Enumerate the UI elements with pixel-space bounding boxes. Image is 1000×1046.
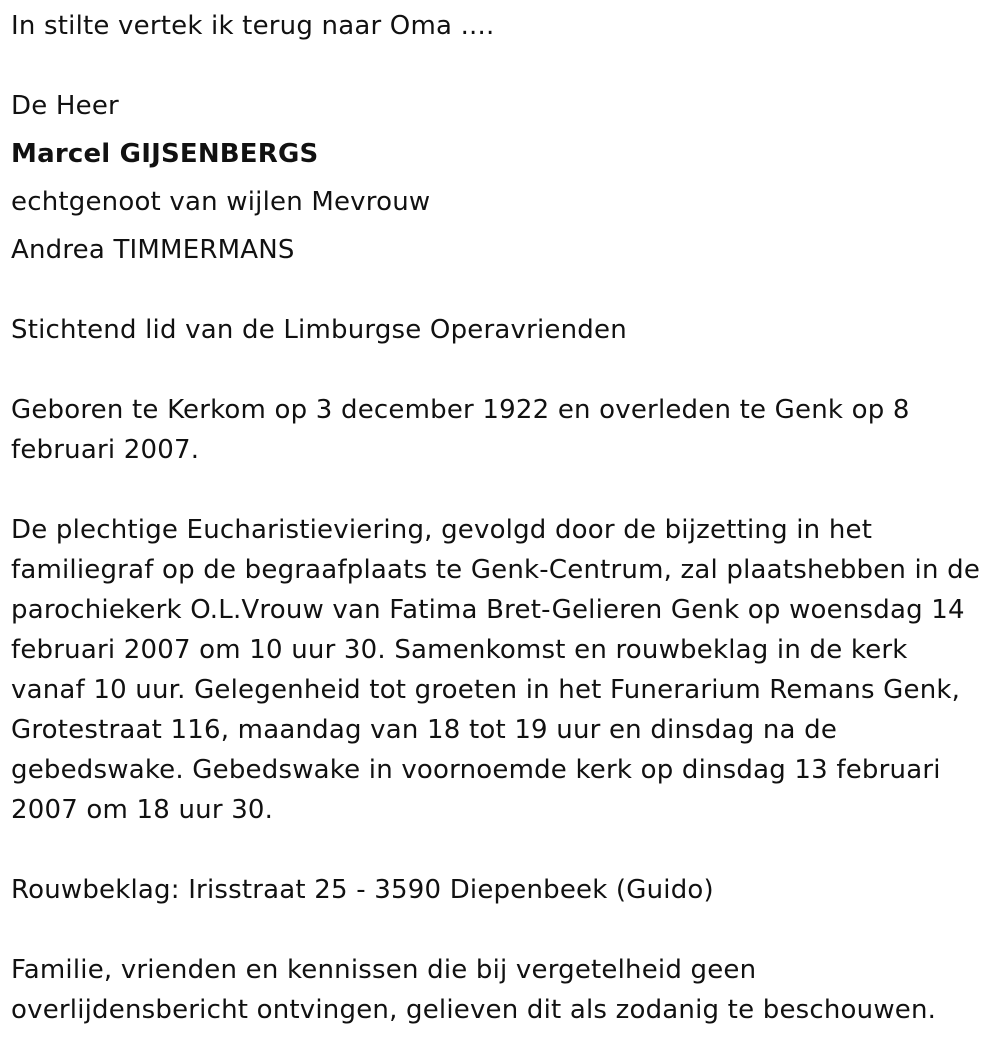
birth-death-paragraph: Geboren te Kerkom op 3 december 1922 en overleden te Genk op 8 februari 2007. [11, 395, 910, 465]
closing-paragraph: Familie, vrienden en kennissen die bij vergetelheid geen overlijdensbericht ontvingen, gelieven dit als zodanig te beschouwen. [11, 955, 937, 1025]
salutation: De Heer [11, 91, 119, 121]
ceremony-paragraph: De plechtige Eucharistieviering, gevolgd door de bijzetting in het familiegraf op de begraafplaats te Genk-Centrum, zal plaatshebben in de parochiekerk O.L.Vrouw van Fatima Bret-Gelieren Genk op woensdag 14 februari 2007 om 10 uur 30. Samenkomst en rouwbeklag in de kerk vanaf 10 uur. Gelegenheid tot groeten in het Funerarium Remans Genk, Grotestraat 116, maandag van 18 tot 19 uur en dinsdag na de gebedswake. Gebedswake in voornoemde kerk op dinsdag 13 februari 2007 om 18 uur 30. [11, 515, 981, 825]
intro-line: In stilte vertek ik terug naar Oma .... [11, 11, 495, 41]
role-line: Stichtend lid van de Limburgse Operavrienden [11, 315, 627, 345]
spouse-intro: echtgenoot van wijlen Mevrouw [11, 187, 431, 217]
condolence-address: Rouwbeklag: Irisstraat 25 - 3590 Diepenbeek (Guido) [11, 875, 714, 905]
spouse-name: Andrea TIMMERMANS [11, 235, 295, 265]
deceased-name: Marcel GIJSENBERGS [11, 139, 319, 169]
